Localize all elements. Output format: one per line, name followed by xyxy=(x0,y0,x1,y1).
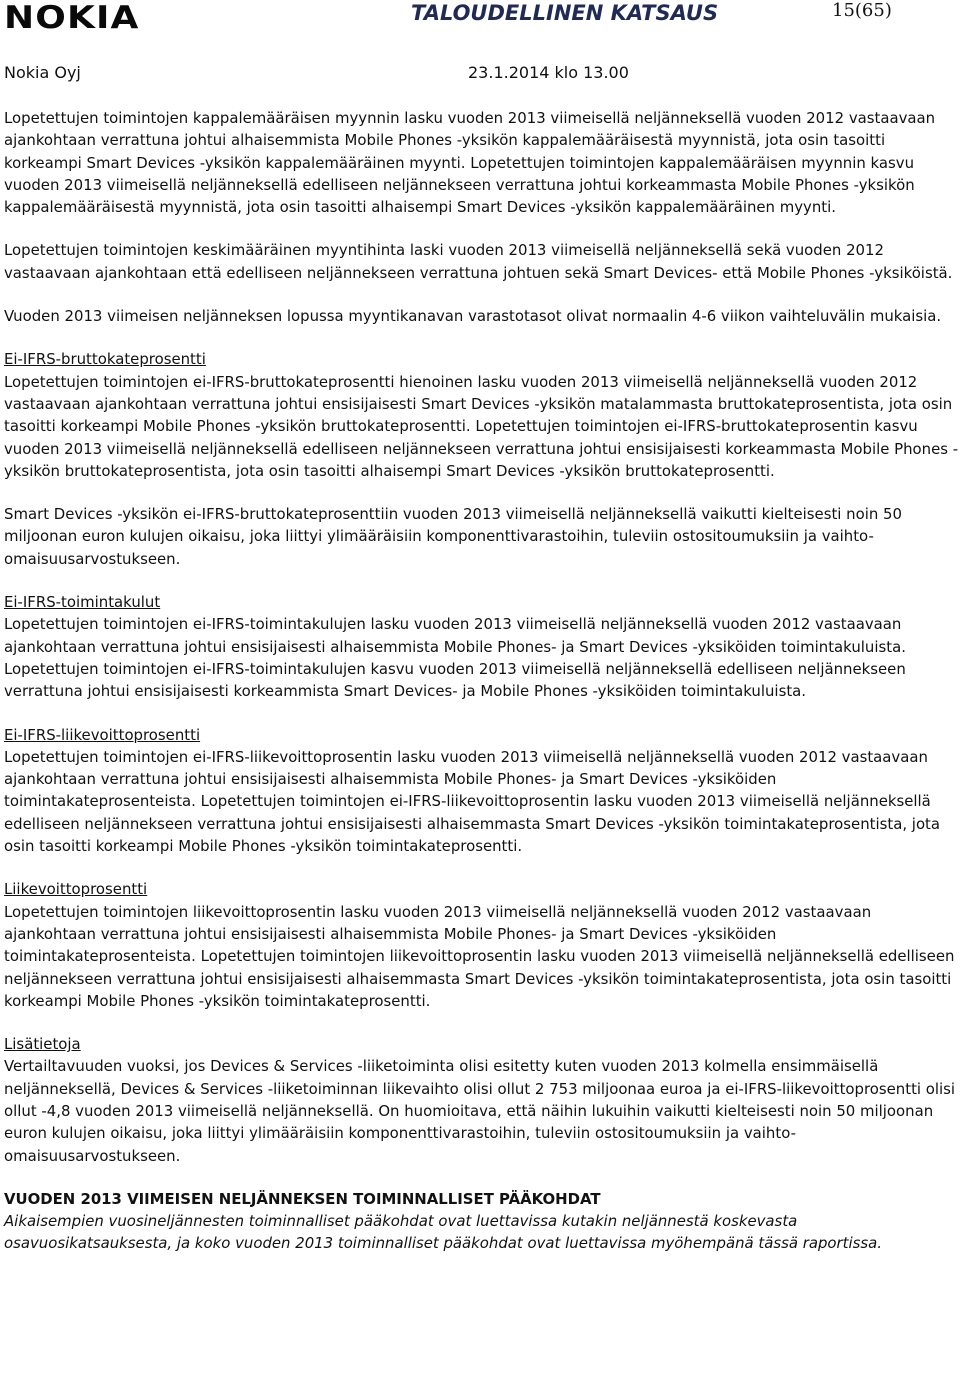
heading-non-ifrs-operating-margin: Ei-IFRS-liikevoittoprosentti xyxy=(4,725,201,744)
section-operating-margin xyxy=(4,878,960,1012)
note-operational-highlights: Aikaisempien vuosineljännesten toiminnalliset pääkohdat ovat luettavissa kutakin neljännestä koskevasta osavuosikatsauksesta, ja koko vuoden 2013 toiminnalliset pääkohdat ovat luettavissa myöhempänä tässä raportissa. xyxy=(4,1212,883,1253)
company-name: Nokia Oyj xyxy=(4,63,81,82)
nokia-logo: NOKIA xyxy=(4,0,140,36)
heading-operational-highlights: VUODEN 2013 VIIMEISEN NELJÄNNEKSEN TOIMINNALLISET PÄÄKOHDAT xyxy=(4,1189,601,1208)
paragraph-additional-info: Vertailtavuuden vuoksi, jos Devices & Services -liiketoiminta olisi esitetty kuten vuoden 2013 kolmella ensimmäisellä neljänneksellä, Devices & Services -liiketoiminnan liikevaihto olisi ollut 2 753 miljoonaa euroa ja ei-IFRS-liikevoittoprosentti olisi ollut -4,8 vuoden 2013 viimeisellä neljänneksellä. On huomioitava, että näihin lukuihin vaikutti kielteisesti noin 50 miljoonan euron kulujen oikaisu, joka liittyi ylimääräisiin komponenttivarastoihin, tuleviin ostositoumuksiin ja vaihto-omaisuusarvostukseen. xyxy=(4,1057,956,1165)
paragraph-average-price: Lopetettujen toimintojen keskimääräinen myyntihinta laski vuoden 2013 viimeisellä neljänneksellä sekä vuoden 2012 vastaavaan ajankohtaan että edelliseen neljännekseen verrattuna johtuen sekä Smart Devices- että Mobile Phones -yksiköistä. xyxy=(4,241,953,282)
section-non-ifrs-operating-margin xyxy=(4,724,960,858)
paragraph-unit-sales: Lopetettujen toimintojen kappalemääräisen myynnin lasku vuoden 2013 viimeisellä neljänneksellä vuoden 2012 vastaavaan ajankohtaan verrattuna johtui alhaisemmista Mobile Phones -yksikön kappalemääräisestä myynnistä, jota osin tasoitti korkeampi Smart Devices -yksikön kappalemääräinen myynti. Lopetettujen toimintojen kappalemääräisen myynnin kasvu vuoden 2013 viimeisellä neljänneksellä edelliseen neljännekseen verrattuna johtui korkeammasta Mobile Phones -yksikön kappalemääräisestä myynnistä, jota osin tasoitti alhaisempi Smart Devices -yksikön kappalemääräinen myynti. xyxy=(4,109,936,217)
report-body xyxy=(4,107,960,1255)
paragraph-smart-devices-gross-margin: Smart Devices -yksikön ei-IFRS-bruttokateprosenttiin vuoden 2013 viimeisellä neljänneksellä vaikutti kielteisesti noin 50 miljoonan euron kulujen oikaisu, joka liittyi ylimääräisiin komponenttivarastoihin, tuleviin ostositoumuksiin ja vaihto-omaisuusarvostukseen. xyxy=(4,505,902,568)
heading-operating-margin: Liikevoittoprosentti xyxy=(4,880,148,899)
heading-gross-margin: Ei-IFRS-bruttokateprosentti xyxy=(4,350,206,369)
heading-operating-expenses: Ei-IFRS-toimintakulut xyxy=(4,593,161,612)
section-gross-margin xyxy=(4,348,960,482)
section-additional-info xyxy=(4,1033,960,1167)
paragraph-gross-margin: Lopetettujen toimintojen ei-IFRS-bruttokateprosentti hienoinen lasku vuoden 2013 viimeisellä neljänneksellä vuoden 2012 vastaavaan ajankohtaan verrattuna johtui ensisijaisesti Smart Devices -yksikön matalammasta bruttokateprosentista, jota osin tasoitti korkeampi Mobile Phones -yksikön bruttokateprosentti. Lopetettujen toimintojen ei-IFRS-bruttokateprosentin kasvu vuoden 2013 viimeisellä neljänneksellä edelliseen neljännekseen verrattuna johtui ensisijaisesti korkeammasta Mobile Phones -yksikön bruttokateprosentista, jota osin tasoitti alhaisempi Smart Devices -yksikön bruttokateprosentti. xyxy=(4,372,959,480)
page-number: 15(65) xyxy=(832,0,892,21)
section-operational-highlights xyxy=(4,1188,960,1255)
paragraph-operating-margin: Lopetettujen toimintojen liikevoittoprosentin lasku vuoden 2013 viimeisellä neljänneksellä vuoden 2012 vastaavaan ajankohtaan verrattuna johtui ensisijaisesti alhaisemmista Mobile Phones- ja Smart Devices -yksiköiden toimintakateprosenteista. Lopetettujen toimintojen liikevoittoprosentin lasku vuoden 2013 viimeisellä neljänneksellä edelliseen neljännekseen verrattuna johtui ensisijaisesti alhaisemmasta Smart Devices -yksikön toimintakateprosentista, jota osin tasoitti korkeampi Mobile Phones -yksikön toimintakateprosentti. xyxy=(4,902,955,1010)
release-datetime: 23.1.2014 klo 13.00 xyxy=(468,63,629,82)
paragraph-channel-inventory: Vuoden 2013 viimeisen neljänneksen lopussa myyntikanavan varastotasot olivat normaalin 4-6 viikon vaihteluvälin mukaisia. xyxy=(4,307,942,326)
section-operating-expenses xyxy=(4,591,960,702)
paragraph-non-ifrs-operating-margin: Lopetettujen toimintojen ei-IFRS-liikevoittoprosentin lasku vuoden 2013 viimeisellä neljänneksellä vuoden 2012 vastaavaan ajankohtaan verrattuna johtui ensisijaisesti alhaisemmista Mobile Phones- ja Smart Devices -yksiköiden toimintakateprosenteista. Lopetettujen toimintojen ei-IFRS-liikevoittoprosentin lasku vuoden 2013 viimeisellä neljänneksellä edelliseen neljännekseen verrattuna johtui ensisijaisesti alhaisemmasta Smart Devices -yksikön toimintakateprosentista, jota osin tasoitti korkeampi Mobile Phones -yksikön toimintakateprosentti. xyxy=(4,747,941,856)
paragraph-operating-expenses: Lopetettujen toimintojen ei-IFRS-toimintakulujen lasku vuoden 2013 viimeisellä neljänneksellä vuoden 2012 vastaavaan ajankohtaan verrattuna johtui ensisijaisesti alhaisemmista Mobile Phones- ja Smart Devices -yksiköiden toimintakuluista. Lopetettujen toimintojen ei-IFRS-toimintakulujen kasvu vuoden 2013 viimeisellä neljänneksellä edelliseen neljännekseen verrattuna johtui ensisijaisesti korkeammista Smart Devices- ja Mobile Phones -yksiköiden toimintakuluista. xyxy=(4,615,906,701)
heading-additional-info: Lisätietoja xyxy=(4,1035,81,1054)
document-title: TALOUDELLINEN KATSAUS xyxy=(411,1,719,25)
